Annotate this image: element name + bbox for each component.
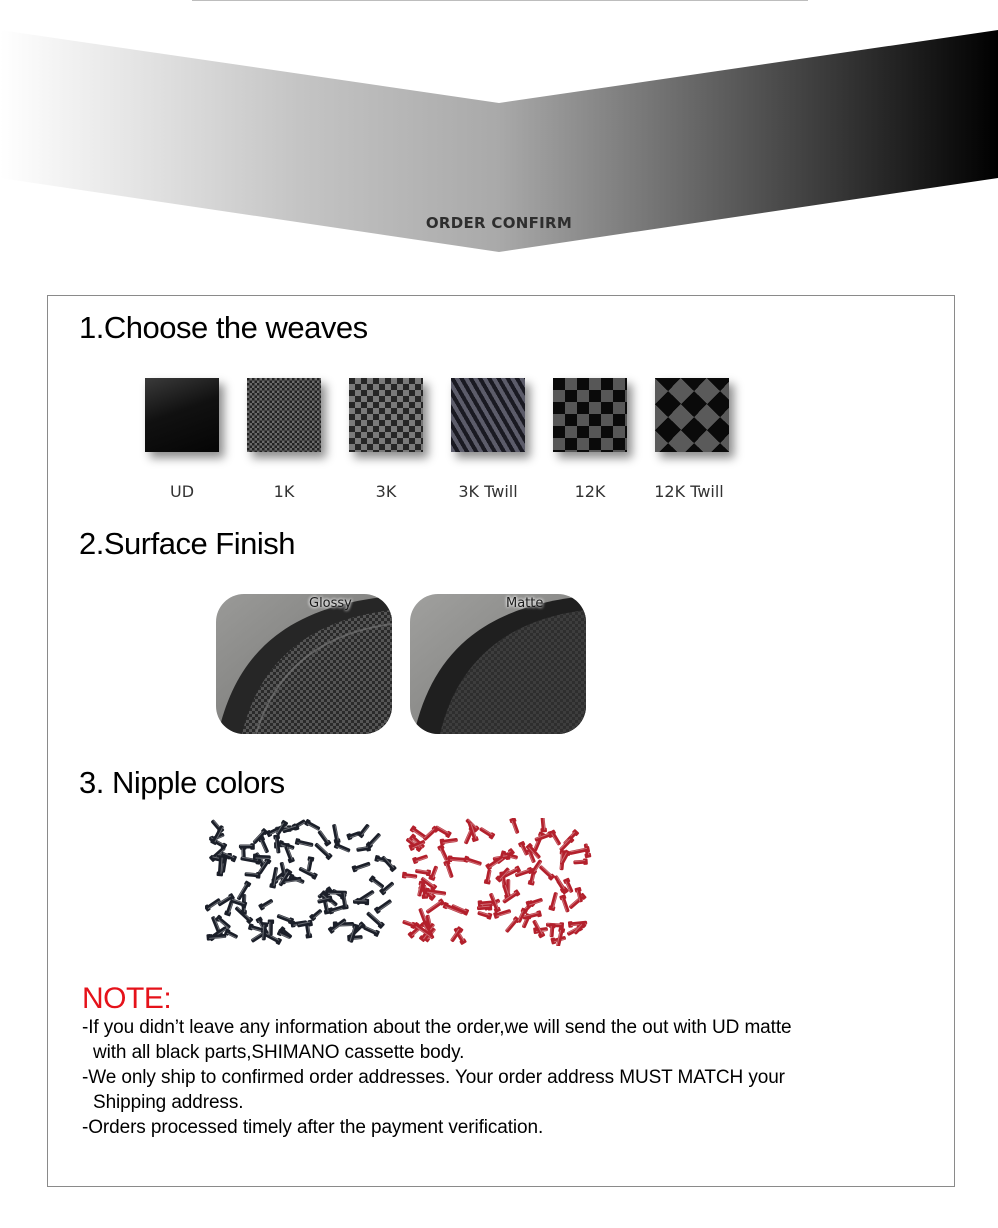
note-line: -We only ship to confirmed order addresses. Your order address MUST MATCH your	[82, 1067, 785, 1088]
finish-option-matte[interactable]	[410, 594, 586, 734]
order-options-panel	[47, 295, 955, 1187]
glossy-rim-image	[216, 594, 392, 734]
red-nipples-image	[401, 818, 593, 946]
weave-label: UD	[169, 482, 195, 501]
weave-label: 12K	[574, 482, 606, 501]
weave-swatch-3k[interactable]	[349, 378, 423, 452]
order-confirm-banner	[0, 0, 998, 260]
note-line: -Orders processed timely after the payment verification.	[82, 1117, 544, 1138]
finish-heading: 2.Surface Finish	[79, 526, 295, 561]
note-heading: NOTE:	[82, 982, 172, 1015]
note-list	[82, 1015, 922, 1140]
weave-swatch-12k[interactable]	[553, 378, 627, 452]
banner-title: ORDER CONFIRM	[425, 214, 573, 232]
note-line: Shipping address.	[93, 1092, 244, 1113]
note-line: -If you didn’t leave any information about the order,we will send the out with UD matte	[82, 1017, 792, 1038]
weave-label: 12K Twill	[654, 482, 724, 501]
weave-label: 3K	[375, 482, 397, 501]
matte-rim-image	[410, 594, 586, 734]
weave-swatch-12k-twill[interactable]	[655, 378, 729, 452]
weave-label: 3K Twill	[458, 482, 518, 501]
weave-swatch-3k-twill[interactable]	[451, 378, 525, 452]
weave-swatch-1k[interactable]	[247, 378, 321, 452]
nipple-option-black[interactable]	[205, 818, 397, 946]
note-line: with all black parts,SHIMANO cassette body.	[93, 1042, 465, 1063]
finish-option-glossy[interactable]	[216, 594, 392, 734]
nipple-option-red[interactable]	[401, 818, 593, 946]
finish-label: Glossy	[309, 596, 352, 611]
weave-label: 1K	[273, 482, 295, 501]
weave-swatch-ud[interactable]	[145, 378, 219, 452]
nipples-heading: 3. Nipple colors	[79, 765, 285, 800]
finish-label: Matte	[506, 596, 544, 611]
weaves-heading: 1.Choose the weaves	[79, 310, 368, 345]
black-nipples-image	[205, 818, 397, 946]
